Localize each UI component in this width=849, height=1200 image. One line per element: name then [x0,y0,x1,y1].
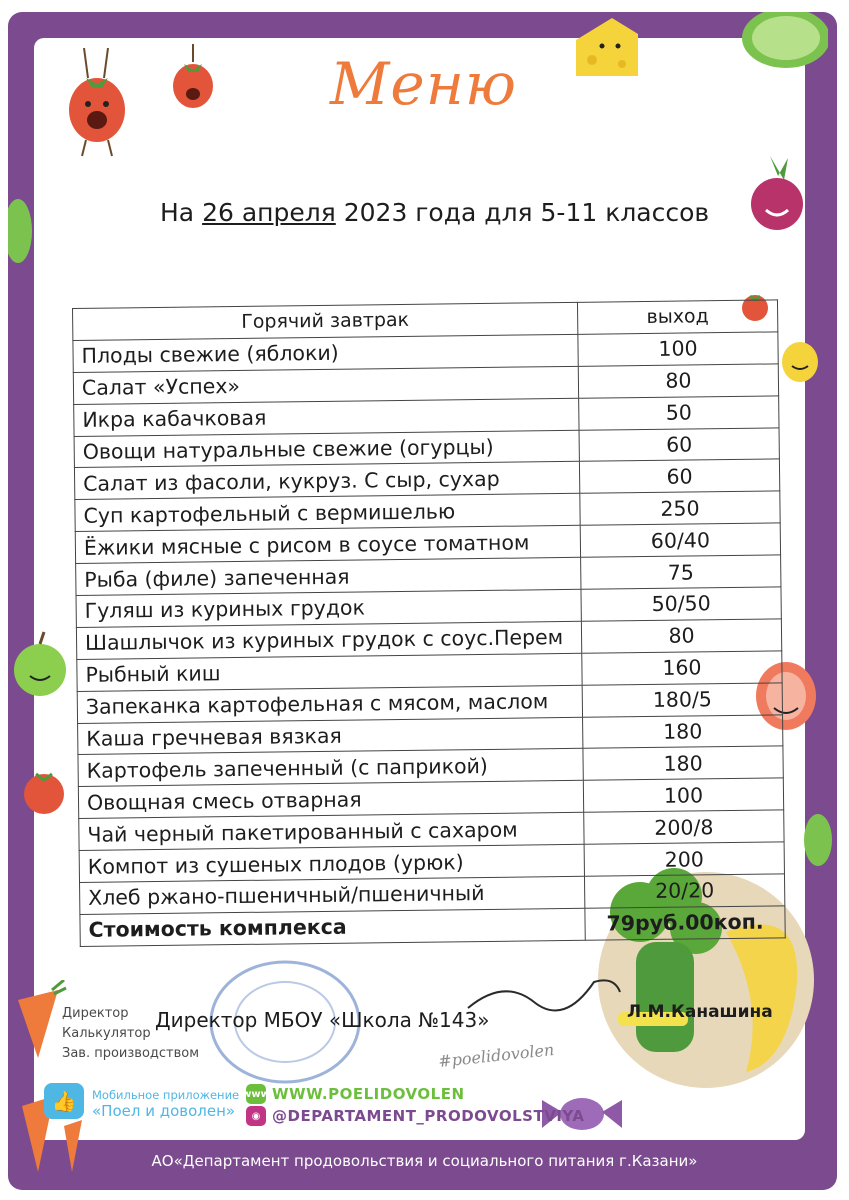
total-label: Стоимость комплекса [80,908,585,946]
dish-output: 20/20 [584,874,784,908]
dish-name: Картофель запеченный (с паприкой) [78,749,583,787]
dish-output: 100 [578,332,778,366]
footer-organization: АО«Департамент продовольствия и социального питания г.Казани» [151,1152,698,1170]
dish-output: 80 [581,619,781,653]
cucumber-slice-icon [740,12,828,74]
dish-output: 80 [578,364,778,398]
dish-name: Чай черный пакетированный с сахаром [79,813,584,851]
dish-name: Салат «Успех» [73,366,578,404]
leaf-icon [800,810,832,870]
dish-name: Плоды свежие (яблоки) [73,334,578,372]
lemon-character-icon [780,340,820,384]
dish-output: 180 [583,714,783,748]
dish-name: Каша гречневая вязкая [78,717,583,755]
total-price: 79руб.00коп. [585,906,785,940]
small-tomato-icon [22,766,66,816]
dish-output: 200 [584,842,784,876]
production-label: Зав. производством [62,1046,200,1061]
app-name[interactable]: «Поел и доволен» [92,1102,236,1120]
dish-name: Хлеб ржано-пшеничный/пшеничный [80,876,585,914]
dish-output: 60 [579,427,779,461]
dish-output: 180/5 [582,683,782,717]
page-title: Меню [330,50,517,118]
column-header-dish: Горячий завтрак [73,302,578,340]
dish-output: 100 [583,778,783,812]
dish-name: Рыба (филе) запеченная [76,557,581,595]
dish-output: 250 [580,491,780,525]
director-label: Директор [62,1006,129,1021]
dish-name: Запеканка картофельная с мясом, маслом [77,685,582,723]
cheese-character-icon [572,14,642,82]
dish-name: Ёжики мясные с рисом в соусе томатном [75,526,580,564]
dish-name: Гуляш из куриных грудок [76,589,581,627]
dish-name: Салат из фасоли, кукруз. С сыр, сухар [74,462,579,500]
dish-output: 75 [581,555,781,589]
tomato-character-icon [64,48,130,158]
calculator-label: Калькулятор [62,1026,151,1041]
dish-name: Икра кабачковая [74,398,579,436]
director-name: Л.М.Канашина [627,1002,773,1022]
subtitle-date: 26 апреля [202,198,336,227]
dish-output: 60 [579,459,779,493]
app-caption: Мобильное приложение [92,1088,240,1102]
dish-name: Шашлычок из куриных грудок с соус.Перем [76,621,581,659]
dish-output: 200/8 [584,810,784,844]
dish-output: 60/40 [580,523,780,557]
web-icon: www [246,1084,266,1104]
hashtag: #poelidovolen [437,1039,556,1072]
column-header-output: выход [577,300,777,334]
subtitle-suffix: 2023 года для 5-11 классов [335,198,710,227]
dish-name: Овощная смесь отварная [78,781,583,819]
dish-output: 160 [582,651,782,685]
dish-name: Рыбный киш [77,653,582,691]
apple-character-icon [10,630,68,700]
dish-name: Компот из сушеных плодов (урюк) [79,844,584,882]
subtitle-prefix: На [160,198,203,227]
tomato-character-icon [170,44,216,110]
website-link[interactable]: WWW.POELIDOVOLEN [272,1085,465,1103]
dish-output: 50 [579,396,779,430]
menu-table [72,299,786,946]
leaf-icon [8,196,34,266]
dish-name: Овощи натуральные свежие (огурцы) [74,430,579,468]
dish-name: Суп картофельный с вермишелью [75,494,580,532]
dish-output: 180 [583,746,783,780]
school-director-line: Директор МБОУ «Школа №143» [155,1008,490,1032]
carrot-character-icon [8,980,68,1060]
menu-subtitle [160,198,760,227]
dish-output: 50/50 [581,587,781,621]
instagram-link[interactable]: @DEPARTAMENT_PRODOVOLSTVIYA [272,1107,585,1125]
instagram-icon: ◉ [246,1106,266,1126]
mobile-app-icon[interactable]: 👍 [44,1083,84,1119]
